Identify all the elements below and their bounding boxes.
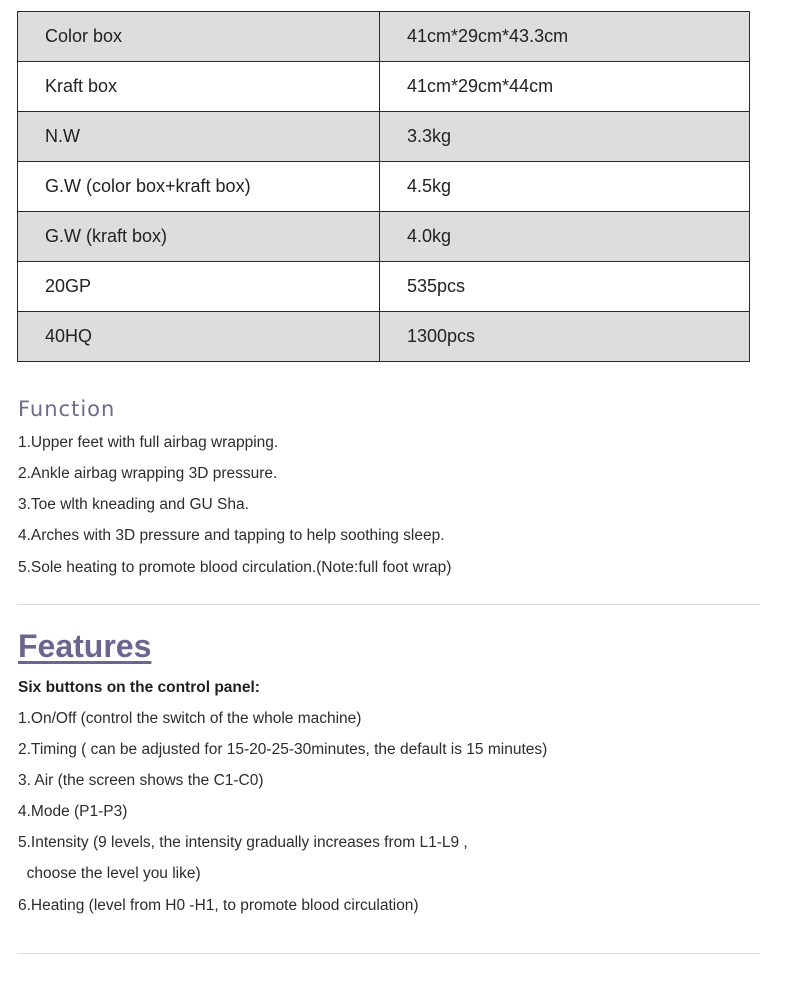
table-row (18, 12, 750, 62)
section-divider (17, 604, 760, 605)
spec-label: G.W (kraft box) (18, 212, 380, 262)
spec-value: 1300pcs (380, 312, 750, 362)
spec-value: 41cm*29cm*44cm (380, 62, 750, 112)
features-heading: Features (18, 628, 152, 664)
spec-label: 20GP (18, 262, 380, 312)
function-item: 4.Arches with 3D pressure and tapping to help soothing sleep. (18, 527, 445, 544)
spec-label: 40HQ (18, 312, 380, 362)
table-row (18, 62, 750, 112)
spec-value: 4.5kg (380, 162, 750, 212)
function-item: 2.Ankle airbag wrapping 3D pressure. (18, 465, 278, 482)
table-row (18, 212, 750, 262)
function-heading: Function (18, 397, 116, 421)
feature-item: 1.On/Off (control the switch of the whole machine) (18, 710, 362, 727)
table-row (18, 312, 750, 362)
spec-label: N.W (18, 112, 380, 162)
function-item: 1.Upper feet with full airbag wrapping. (18, 434, 279, 451)
spec-value: 3.3kg (380, 112, 750, 162)
function-item: 3.Toe wlth kneading and GU Sha. (18, 496, 249, 513)
spec-value: 4.0kg (380, 212, 750, 262)
function-item: 5.Sole heating to promote blood circulation.(Note:full foot wrap) (18, 559, 452, 576)
feature-item: 6.Heating (level from H0 -H1, to promote blood circulation) (18, 897, 419, 914)
table-row (18, 262, 750, 312)
spec-label: G.W (color box+kraft box) (18, 162, 380, 212)
spec-table (17, 11, 750, 362)
section-divider (17, 953, 760, 954)
spec-label: Kraft box (18, 62, 380, 112)
features-subheading: Six buttons on the control panel: (18, 679, 260, 696)
feature-item: 5.Intensity (9 levels, the intensity gradually increases from L1-L9 , (18, 834, 468, 851)
spec-value: 41cm*29cm*43.3cm (380, 12, 750, 62)
table-row (18, 162, 750, 212)
feature-item: 2.Timing ( can be adjusted for 15-20-25-30minutes, the default is 15 minutes) (18, 741, 548, 758)
table-row (18, 112, 750, 162)
feature-item: choose the level you like) (18, 865, 201, 882)
feature-item: 4.Mode (P1-P3) (18, 803, 128, 820)
spec-value: 535pcs (380, 262, 750, 312)
spec-label: Color box (18, 12, 380, 62)
feature-item: 3. Air (the screen shows the C1-C0) (18, 772, 264, 789)
